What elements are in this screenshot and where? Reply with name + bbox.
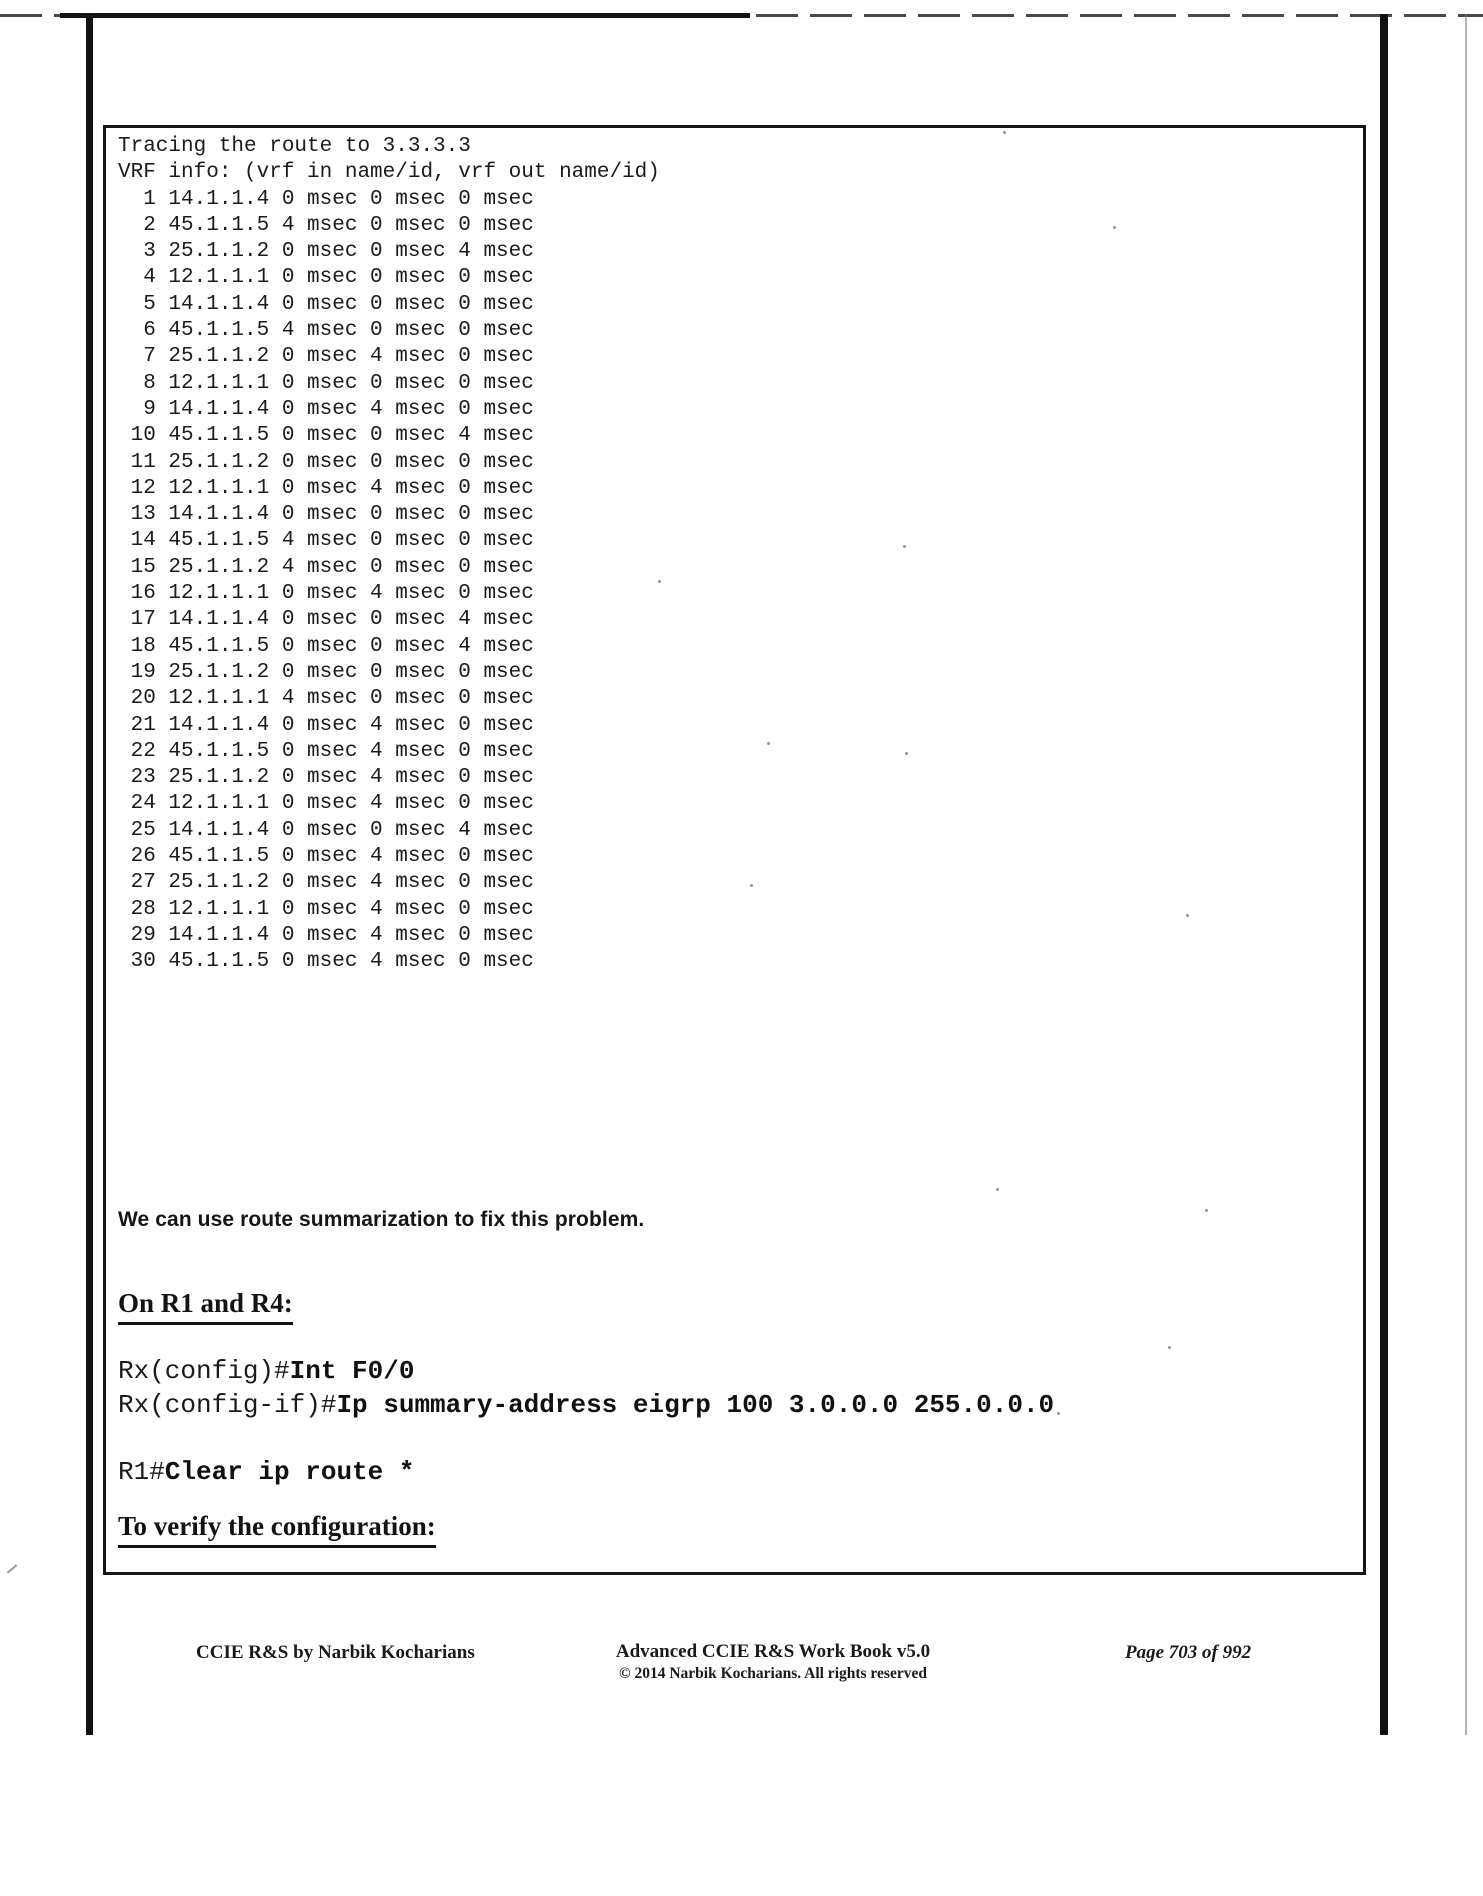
page-edge-line <box>1465 14 1467 1735</box>
traceroute-hop-row: 14 45.1.1.5 4 msec 0 msec 0 msec <box>118 529 534 553</box>
scan-speckle <box>658 580 661 583</box>
scan-speckle <box>1003 131 1006 134</box>
command-line <box>118 1455 414 1489</box>
traceroute-hop-row: 4 12.1.1.1 0 msec 0 msec 0 msec <box>118 266 534 290</box>
traceroute-hop-row: 7 25.1.1.2 0 msec 4 msec 0 msec <box>118 345 534 369</box>
page-left-border <box>86 14 93 1735</box>
traceroute-hop-row: 5 14.1.1.4 0 msec 0 msec 0 msec <box>118 292 534 316</box>
traceroute-hop-row: 13 14.1.1.4 0 msec 0 msec 0 msec <box>118 503 534 527</box>
traceroute-output <box>118 134 660 976</box>
heading-verify-configuration-text: To verify the configuration: <box>118 1511 436 1548</box>
summary-note: We can use route summarization to fix this problem. <box>118 1208 645 1231</box>
scan-speckle <box>903 545 906 548</box>
traceroute-hops <box>118 187 660 976</box>
scan-speckle <box>1168 1346 1171 1349</box>
traceroute-title: Tracing the route to 3.3.3.3 <box>118 135 471 158</box>
traceroute-hop-row: 10 45.1.1.5 0 msec 0 msec 4 msec <box>118 424 534 448</box>
scan-speckle <box>767 742 770 745</box>
page-top-border-solid <box>60 13 750 18</box>
traceroute-hop-row: 28 12.1.1.1 0 msec 4 msec 0 msec <box>118 897 534 921</box>
heading-on-r1-and-r4 <box>118 1288 293 1325</box>
traceroute-hop-row: 11 25.1.1.2 0 msec 0 msec 0 msec <box>118 450 534 474</box>
heading-verify-configuration <box>118 1511 436 1548</box>
traceroute-hop-row: 24 12.1.1.1 0 msec 4 msec 0 msec <box>118 792 534 816</box>
cli-command: Int F0/0 <box>289 1356 415 1386</box>
traceroute-hop-row: 30 45.1.1.5 0 msec 4 msec 0 msec <box>118 950 534 974</box>
scan-speckle <box>1205 1209 1208 1212</box>
traceroute-hop-row: 27 25.1.1.2 0 msec 4 msec 0 msec <box>118 871 534 895</box>
traceroute-hop-row: 22 45.1.1.5 0 msec 4 msec 0 msec <box>118 739 534 763</box>
footer-page-number: Page 703 of 992 <box>1125 1642 1252 1663</box>
cli-command: Clear ip route * <box>164 1457 415 1487</box>
cli-prompt: R1# <box>118 1457 165 1487</box>
scan-speckle <box>905 752 908 755</box>
scan-speckle <box>750 884 753 887</box>
traceroute-hop-row: 17 14.1.1.4 0 msec 0 msec 4 msec <box>118 608 534 632</box>
traceroute-hop-row: 2 45.1.1.5 4 msec 0 msec 0 msec <box>118 213 534 237</box>
footer-book-title: Advanced CCIE R&S Work Book v5.0 <box>615 1641 931 1662</box>
command-line <box>118 1388 1054 1422</box>
cli-prompt: Rx(config-if)# <box>118 1390 337 1420</box>
cli-prompt: Rx(config)# <box>118 1356 290 1386</box>
traceroute-hop-row: 1 14.1.1.4 0 msec 0 msec 0 msec <box>118 187 534 211</box>
traceroute-hop-row: 9 14.1.1.4 0 msec 4 msec 0 msec <box>118 397 534 421</box>
page-right-border <box>1380 14 1388 1735</box>
scan-speckle <box>1186 914 1189 917</box>
traceroute-hop-row: 26 45.1.1.5 0 msec 4 msec 0 msec <box>118 845 534 869</box>
scan-speckle <box>996 1188 999 1191</box>
cli-command: Ip summary-address eigrp 100 3.0.0.0 255.0.0.0 <box>336 1390 1055 1420</box>
scan-speckle <box>1057 1412 1060 1415</box>
traceroute-hop-row: 16 12.1.1.1 0 msec 4 msec 0 msec <box>118 582 534 606</box>
traceroute-hop-row: 25 14.1.1.4 0 msec 0 msec 4 msec <box>118 818 534 842</box>
command-line <box>118 1354 1054 1388</box>
traceroute-hop-row: 3 25.1.1.2 0 msec 0 msec 4 msec <box>118 240 534 264</box>
clear-route-command <box>118 1455 414 1489</box>
traceroute-hop-row: 23 25.1.1.2 0 msec 4 msec 0 msec <box>118 766 534 790</box>
traceroute-hop-row: 15 25.1.1.2 4 msec 0 msec 0 msec <box>118 555 534 579</box>
traceroute-hop-row: 21 14.1.1.4 0 msec 4 msec 0 msec <box>118 713 534 737</box>
traceroute-hop-row: 20 12.1.1.1 4 msec 0 msec 0 msec <box>118 687 534 711</box>
heading-on-r1-and-r4-text: On R1 and R4: <box>118 1288 293 1325</box>
scan-speckle <box>1113 226 1116 229</box>
traceroute-hop-row: 29 14.1.1.4 0 msec 4 msec 0 msec <box>118 923 534 947</box>
traceroute-vrf-info: VRF info: (vrf in name/id, vrf out name/id) <box>118 161 660 185</box>
footer-author: CCIE R&S by Narbik Kocharians <box>196 1642 475 1663</box>
console-output-box <box>103 125 1366 1575</box>
footer-center-block <box>573 1641 973 1683</box>
traceroute-hop-row: 8 12.1.1.1 0 msec 0 msec 0 msec <box>118 371 534 395</box>
footer-copyright: © 2014 Narbik Kocharians. All rights reserved <box>619 1665 927 1682</box>
traceroute-hop-row: 12 12.1.1.1 0 msec 4 msec 0 msec <box>118 476 534 500</box>
scan-mark <box>7 1564 17 1573</box>
traceroute-hop-row: 19 25.1.1.2 0 msec 0 msec 0 msec <box>118 660 534 684</box>
traceroute-hop-row: 6 45.1.1.5 4 msec 0 msec 0 msec <box>118 319 534 343</box>
config-commands <box>118 1354 1054 1422</box>
traceroute-hop-row: 18 45.1.1.5 0 msec 0 msec 4 msec <box>118 634 534 658</box>
